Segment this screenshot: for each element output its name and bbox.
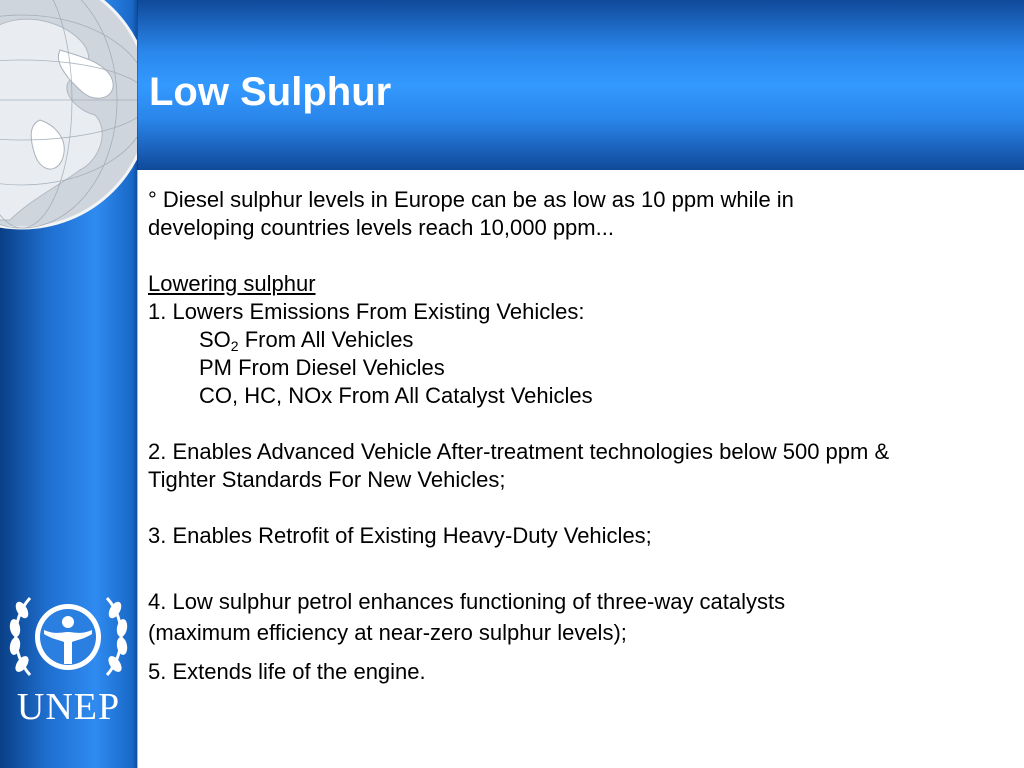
item-5: 5. Extends life of the engine. <box>148 659 426 684</box>
item-1-sub-pm: PM From Diesel Vehicles <box>199 355 445 380</box>
subheading-lowering-sulphur: Lowering sulphur <box>148 271 316 296</box>
intro-line-2: developing countries levels reach 10,000 ppm... <box>148 215 614 240</box>
item-4-line-1: 4. Low sulphur petrol enhances functioning of three-way catalysts <box>148 589 786 614</box>
item-3: 3. Enables Retrofit of Existing Heavy-Duty Vehicles; <box>148 523 652 548</box>
item-4-line-2: (maximum efficiency at near-zero sulphur levels); <box>148 620 627 645</box>
item-2-line-1: 2. Enables Advanced Vehicle After-treatment technologies below 500 ppm & <box>148 439 890 464</box>
slide-body <box>148 186 1016 686</box>
item-1-sub-so2 <box>148 326 1016 354</box>
so2-subscript: 2 <box>230 338 239 354</box>
so2-suffix: From All Vehicles <box>238 327 414 352</box>
intro-line-1: ° Diesel sulphur levels in Europe can be as low as 10 ppm while in <box>148 187 794 212</box>
item-2-line-2: Tighter Standards For New Vehicles; <box>148 467 506 492</box>
unep-wordmark: UNEP <box>16 686 121 728</box>
so2-prefix: SO <box>199 327 231 352</box>
globe-icon <box>0 0 137 245</box>
item-1-sub-co-hc-nox: CO, HC, NOx From All Catalyst Vehicles <box>199 383 593 408</box>
item-1: 1. Lowers Emissions From Existing Vehicles: <box>148 299 585 324</box>
slide-title: Low Sulphur <box>149 70 392 114</box>
